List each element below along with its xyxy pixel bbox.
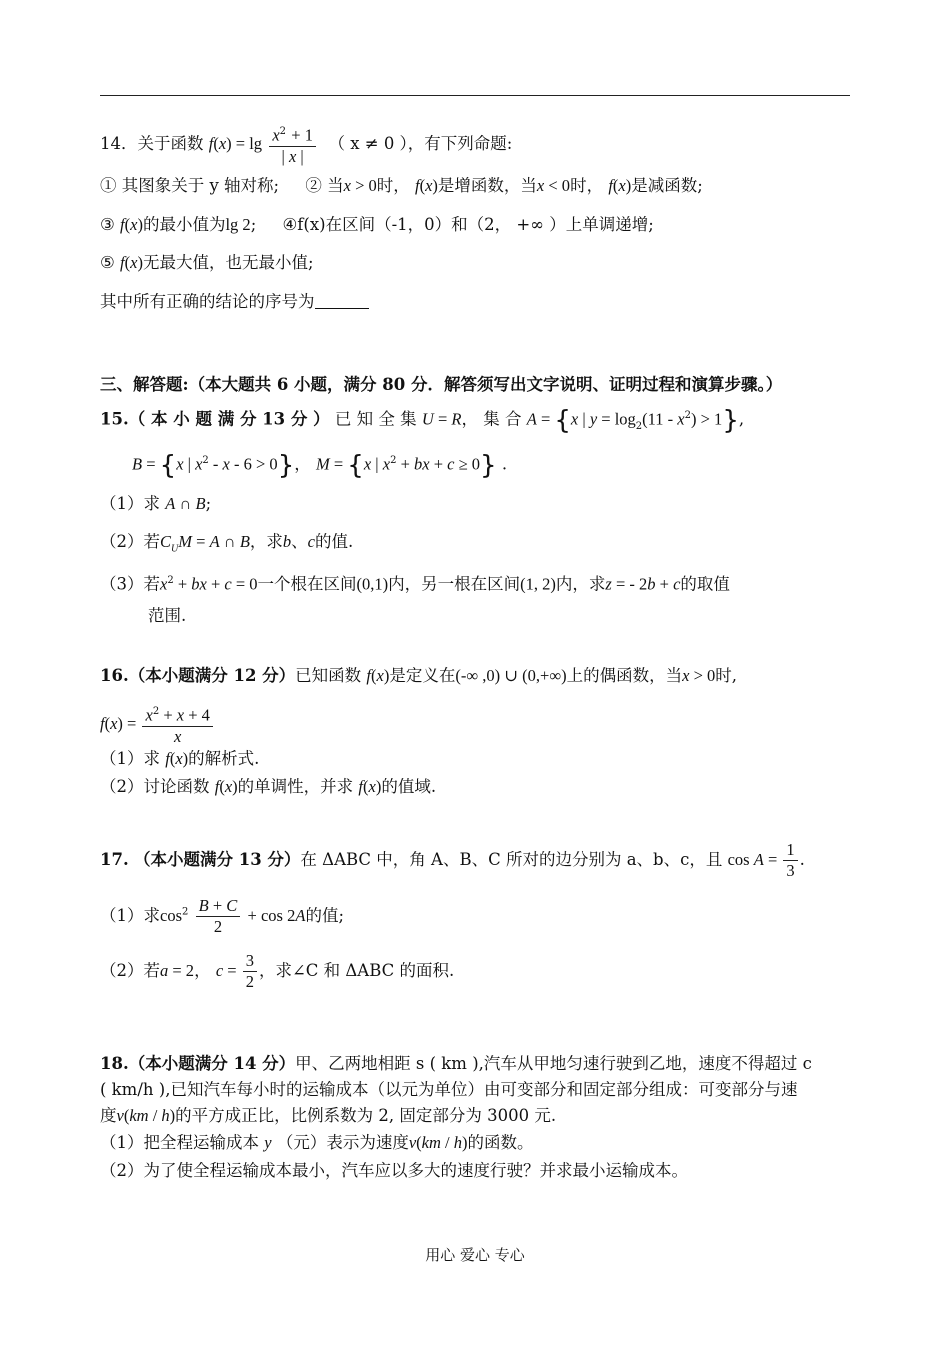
q14-number: 14 xyxy=(100,133,121,153)
header-rule xyxy=(100,95,850,96)
q14-question: 其中所有正确的结论的序号为 xyxy=(100,291,369,313)
q14-props-1-2: ① 其图象关于 y 轴对称; ② 当x > 0时， f(x)是增函数，当x < 0时， f(x)是减函数; xyxy=(100,176,703,195)
answer-blank[interactable] xyxy=(315,292,369,309)
section-3-title: 三、解答题:（本大题共 6 小题，满分 80 分．解答须写出文字说明、证明过程和演算步骤。） xyxy=(100,375,783,394)
q15-line1: 15.（ 本 小 题 满 分 13 分 ） 已 知 全 集 U = R， 集 合 A = {x | $y = \log_2(11 - x^2) > 1$}, xyxy=(100,405,745,436)
q14-props-3-4: ③ f(x)的最小值为lg 2; ④f(x)在区间（-1，0）和（2， +∞ ）上单调递增; xyxy=(100,215,654,234)
q16-part2: （2）讨论函数 f(x)的单调性，并求 f(x)的值域. xyxy=(100,777,437,796)
q14-line1: 14．关于函数 f(x) = lg $\frac{x^2 + 1}{| x |}$ （ x ≠ 0 ），有下列命题: xyxy=(100,122,512,167)
q17-part2: （2）若a = 2， c = $\frac{3}{2}$ ，求∠C 和 ΔABC 的面积. xyxy=(100,951,455,991)
q17-part1: （1）求$\cos^2$ $\frac{B + C}{2}$ + cos 2A的值; xyxy=(100,896,345,936)
q15-part3-cont: 范围. xyxy=(148,606,187,625)
q14-condition: （ x ≠ 0 ），有下列命题: xyxy=(328,133,513,153)
q16-part1: （1）求 f(x)的解析式. xyxy=(100,749,260,768)
q16-formula: f(x) = $\frac{x^2 + x + 4}{x}$ xyxy=(100,702,215,747)
q18-line1: 18.（本小题满分 14 分）甲、乙两地相距 s ( km ),汽车从甲地匀速行驶到乙地，速度不得超过 c xyxy=(100,1054,812,1073)
q18-part2: （2）为了使全程运输成本最小，汽车应以多大的速度行驶？并求最小运输成本。 xyxy=(100,1161,688,1180)
q14-prop-5: ⑤ f(x)无最大值，也无最小值; xyxy=(100,253,314,272)
q15-part1: （1）求 A ∩ B; xyxy=(100,494,212,513)
q14-intro: 关于函数 xyxy=(137,133,204,153)
q17-line1: 17. （本小题满分 13 分）在 ΔABC 中，角 A、B、C 所对的边分别为 a、b、c，且 cos A = $\frac{1}{3}$ . xyxy=(100,840,805,880)
q18-line2: ( km/h ),已知汽车每小时的运输成本（以元为单位）由可变部分和固定部分组成：可变部分与速 xyxy=(100,1080,798,1099)
q15-part3: （3）若$x^2$ + bx + c = 0一个根在区间(0,1)内，另一根在区间(1, 2)内，求z = - 2b + c的取值 xyxy=(100,574,730,594)
q14-fraction: $\frac{x^2 + 1}{| x |}$ xyxy=(269,122,316,167)
q16-line1: 16.（本小题满分 12 分）已知函数 f(x)是定义在(-∞ ,0) ∪ (0,+∞)上的偶函数，当x > 0时, xyxy=(100,666,737,685)
q15-part2: （2）若$C_UM = A$ ∩ B，求b、c的值. xyxy=(100,532,354,555)
page-footer: 用心 爱心 专心 xyxy=(425,1246,525,1264)
q18-part1: （1）把全程运输成本 y （元）表示为速度v(km / h)的函数。 xyxy=(100,1133,534,1152)
q15-line2: B = {x | $x^2 - x - 6 > 0$}， M = {x | $x^2$ + bx + c ≥ 0} . xyxy=(132,450,508,481)
q18-line3: 度v(km / h)的平方成正比，比例系数为 2, 固定部分为 3000 元. xyxy=(100,1106,557,1125)
